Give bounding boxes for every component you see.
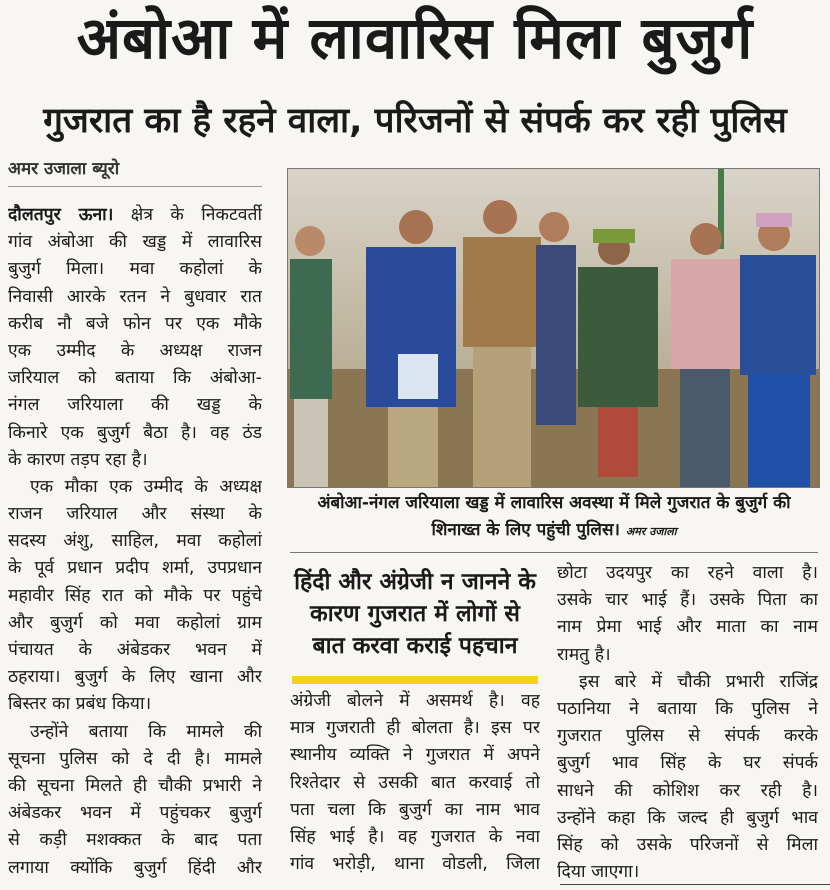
- person-3: [463, 200, 541, 487]
- left-column: [8, 202, 262, 882]
- text-line: दौलतपुर ऊना। क्षेत्र के निकटवर्ती: [8, 205, 262, 225]
- text-line: उन्होंने कहा कि जल्द ही बुजुर्ग भाव: [557, 807, 818, 828]
- headline: अंबोआ में लावारिस मिला बुजुर्ग: [76, 4, 754, 72]
- text-line: नाम प्रेमा भाई और माता का नाम: [557, 617, 818, 638]
- text-line: मात्र गुजराती ही बोलता है। इस पर: [290, 718, 540, 739]
- text-line: बुजुर्ग मिला। मवा कहोलां के: [8, 259, 262, 280]
- text-line: किनारे एक बुजुर्ग बैठा है। वह ठंड: [8, 422, 262, 443]
- text-line: उन्होंने बताया कि मामले की: [30, 721, 262, 742]
- text-line: साधने की कोशिश कर रही है।: [557, 780, 818, 801]
- text-line: सदस्य अंशु, साहिल, मवा कहोलां: [8, 531, 262, 552]
- text-line: रामतु है।: [557, 644, 611, 665]
- dateline: दौलतपुर ऊना।: [8, 205, 114, 225]
- text-line: के पूर्व प्रधान प्रदीप शर्मा, उपप्रधान: [8, 558, 262, 579]
- right-column: [557, 560, 818, 886]
- text-line: करीब नौ बजे फोन पर एक मौके: [8, 313, 262, 334]
- text-line: गांव अंबोआ की खड्ड में लावारिस: [8, 232, 262, 253]
- person-1: [290, 226, 332, 487]
- text-line: नंगल जरियाला की खड्ड के: [8, 395, 262, 416]
- text-line: महावीर सिंह रात को मौके पर पहुंचे: [8, 585, 262, 606]
- text-line: सिंह भाई है। वह गुजरात के नवा: [290, 826, 540, 847]
- photo-police-with-elderly-man: [288, 169, 819, 487]
- text-line: की सूचना मिलते ही चौकी प्रभारी ने: [8, 775, 262, 796]
- text-line: राजन जरियाल और संस्था के: [8, 504, 262, 525]
- text-line: निवासी आरके रतन ने बुधवार रात: [8, 286, 262, 307]
- text-line: अंग्रेजी बोलने में असमर्थ है। वह: [290, 691, 540, 711]
- text-line: ठहराया। बुजुर्ग के लिए खाना और: [8, 667, 262, 688]
- middle-column: [290, 688, 540, 878]
- sidebar-headline: हिंदी और अंग्रेजी न जानने के कारण गुजरात में लोगों से बात करवा कराई पहचान: [294, 569, 536, 659]
- text-line: गुजरात पुलिस से संपर्क करके: [557, 726, 818, 747]
- text-line: सिंह को उसके परिजनों से मिला: [557, 834, 818, 855]
- subheadline: गुजरात का है रहने वाला, परिजनों से संपर्क कर रही पुलिस: [43, 101, 787, 141]
- text-line: गांव भरोड़ी, थाना वोडली, जिला: [290, 854, 540, 875]
- caption-text: अंबोआ-नंगल जरियाला खड्ड में लावारिस अवस्था में मिले गुजरात के बुजुर्ग की शिनाख्त के लिए पहुंची पुलिस।: [317, 493, 791, 540]
- text-line: बुजुर्ग भाव सिंह के घर संपर्क: [557, 753, 818, 774]
- text-line: और बुजुर्ग को मवा कहोलां ग्राम: [8, 612, 262, 633]
- text-line: पठानिया ने बताया कि पुलिस ने: [557, 698, 818, 719]
- text-line: अंबेडकर भवन में पहुंचकर बुजुर्ग: [8, 803, 262, 824]
- text-line: स्थानीय व्यक्ति ने गुजरात में अपने: [290, 745, 540, 766]
- bottom-rule: [560, 884, 830, 885]
- text-line: के कारण तड़प रहा है।: [8, 449, 148, 470]
- text-line: पता चला कि बुजुर्ग का नाम भाव: [290, 799, 540, 820]
- text-line: उसके चार भाई हैं। उसके पिता का: [557, 590, 818, 611]
- text-line: एक उम्मीद के अध्यक्ष राजन: [8, 340, 262, 361]
- text-line: लगाया क्योंकि बुजुर्ग हिंदी और: [8, 857, 262, 878]
- text-line: जरियाल को बताया कि अंबोआ-: [8, 368, 262, 389]
- photo-credit: अमर उजाला: [625, 525, 677, 538]
- text-line: सूचना पुलिस को दे दी है। मामले: [8, 748, 262, 769]
- text-line: एक मौका एक उम्मीद के अध्यक्ष: [30, 476, 262, 497]
- byline: अमर उजाला ब्यूरो: [8, 159, 120, 179]
- text-line: बिस्तर का प्रबंध किया।: [8, 694, 152, 715]
- byline-rule: [8, 186, 262, 187]
- news-photo: [287, 168, 820, 488]
- caption-rule: [290, 552, 818, 553]
- text-line: दिया जाएगा।: [557, 862, 640, 883]
- text-line: छोटा उदयपुर का रहने वाला है।: [557, 563, 818, 583]
- text-line: इस बारे में चौकी प्रभारी राजिंद्र: [579, 671, 818, 692]
- text-line: पंचायत के अंबेडकर भवन में: [8, 640, 262, 660]
- headline-accent-bar: [292, 676, 538, 684]
- text-line: से कड़ी मशक्कत के बाद पता: [8, 830, 262, 851]
- text-line: रिश्तेदार से उसकी बात करवाई तो: [290, 772, 540, 793]
- photo-caption: [290, 490, 818, 545]
